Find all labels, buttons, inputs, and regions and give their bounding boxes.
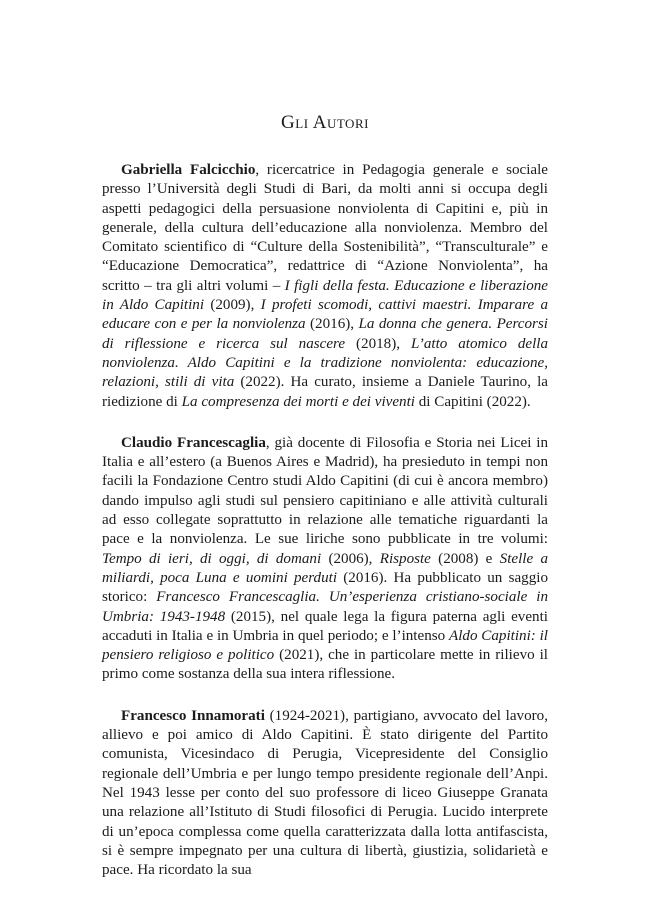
bio-text: (2022). Ha curato, insieme a Daniele Taurino, la riedizione di <box>102 374 548 410</box>
bio-text: (2016). Ha pubblicato un saggio storico: <box>102 569 548 606</box>
work-title: I figli della festa. Educazione e liberazione in Aldo Capitini <box>102 277 548 314</box>
bio-text: , ricercatrice in Pedagogia generale e sociale presso l’Università degli Studi di Bari, da molti anni si occupa degli aspetti pedagogici della persuasione nonviolenta di Capitini e, più in generale, della cultura dell’educazione alla nonviolenza. Membro del Comitato scientifico di “Culture della Sostenibilità”, “Transculturale” e “Educazione Democratica”, redattrice di “Azione Nonviolenta”, ha scritto – tra gli altri volumi – <box>102 162 548 294</box>
work-title: Risposte <box>379 550 431 567</box>
author-bio-falcicchio <box>102 161 548 412</box>
bio-text: , già docente di Filosofia e Storia nei Licei in Italia e all’estero (a Buenos Aires e Madrid), ha presieduto in tempi non facili la Fondazione Centro studi Aldo Capitini (di cui è ancora membro) dando impulso agli studi sul pensiero capitiniano e alle attività culturali ad esso collegate soprattutto in relazione alle tematiche riguardanti la pace e la nonviolenza. Le sue liriche sono pubblicate in tre volumi: <box>102 434 548 548</box>
work-title: I profeti scomodi, cattivi maestri. Imparare a educare con e per la nonviolenza <box>102 297 548 333</box>
bio-text: (2016), <box>305 316 359 333</box>
bio-text: (2015), nel quale lega la figura paterna agli eventi accaduti in Italia e in Umbria in quel periodo; e l’intenso <box>102 608 548 644</box>
bio-text: (2006), <box>321 550 380 567</box>
work-title: La compresenza dei morti e dei viventi <box>181 393 415 410</box>
work-title: Francesco Francescaglia. Un’esperienza cristiano-sociale in Umbria: 1943-1948 <box>102 589 548 625</box>
author-name: Claudio Francescaglia <box>121 434 266 451</box>
bio-text: (2009), <box>204 297 261 314</box>
page-title: Gli Autori <box>281 112 369 133</box>
work-title: L’atto atomico della nonviolenza. Aldo Capitini e la tradizione nonviolenta: educazione, relazioni, stili di vita <box>102 335 549 391</box>
bio-text: (2021), che in particolare mette in rilievo il primo come sostanza della sua intera riflessione. <box>102 647 548 683</box>
work-title: La donna che genera. Percorsi di riflessione e ricerca sul nascere <box>102 316 548 352</box>
bio-text: (2018), <box>345 335 411 352</box>
bio-text: (2008) e <box>430 550 500 567</box>
work-title: Tempo di ieri, di oggi, di domani <box>102 550 322 567</box>
author-name: Gabriella Falcicchio <box>121 162 256 178</box>
work-title: Stelle a miliardi, poca Luna e uomini perduti <box>102 550 549 586</box>
author-bio-innamorati <box>102 707 548 881</box>
bio-text: (1924-2021), partigiano, avvocato del lavoro, allievo e poi amico di Aldo Capitini. È stato dirigente del Partito comunista, Vicesindaco di Perugia, Vicepresidente del Consiglio regionale dell’Umbria e per lungo tempo presidente regionale dell’Anpi. Nel 1943 lesse per conto del suo professore di liceo Giuseppe Granata una relazione all’Istituto di Studi filosofici di Perugia. Lucido interprete di un’epoca complessa come quella caratterizzata dalla lotta antifascista, si è sempre impegnato per una cultura di libertà, giustizia, solidarietà e pace. Ha ricordato la sua <box>102 707 548 879</box>
author-bio-francescaglia <box>102 434 548 685</box>
author-name: Francesco Innamorati <box>121 707 265 724</box>
work-title: Aldo Capitini: il pensiero religioso e politico <box>102 627 548 664</box>
bio-text: di Capitini (2022). <box>414 393 531 410</box>
authors-section <box>102 161 548 902</box>
